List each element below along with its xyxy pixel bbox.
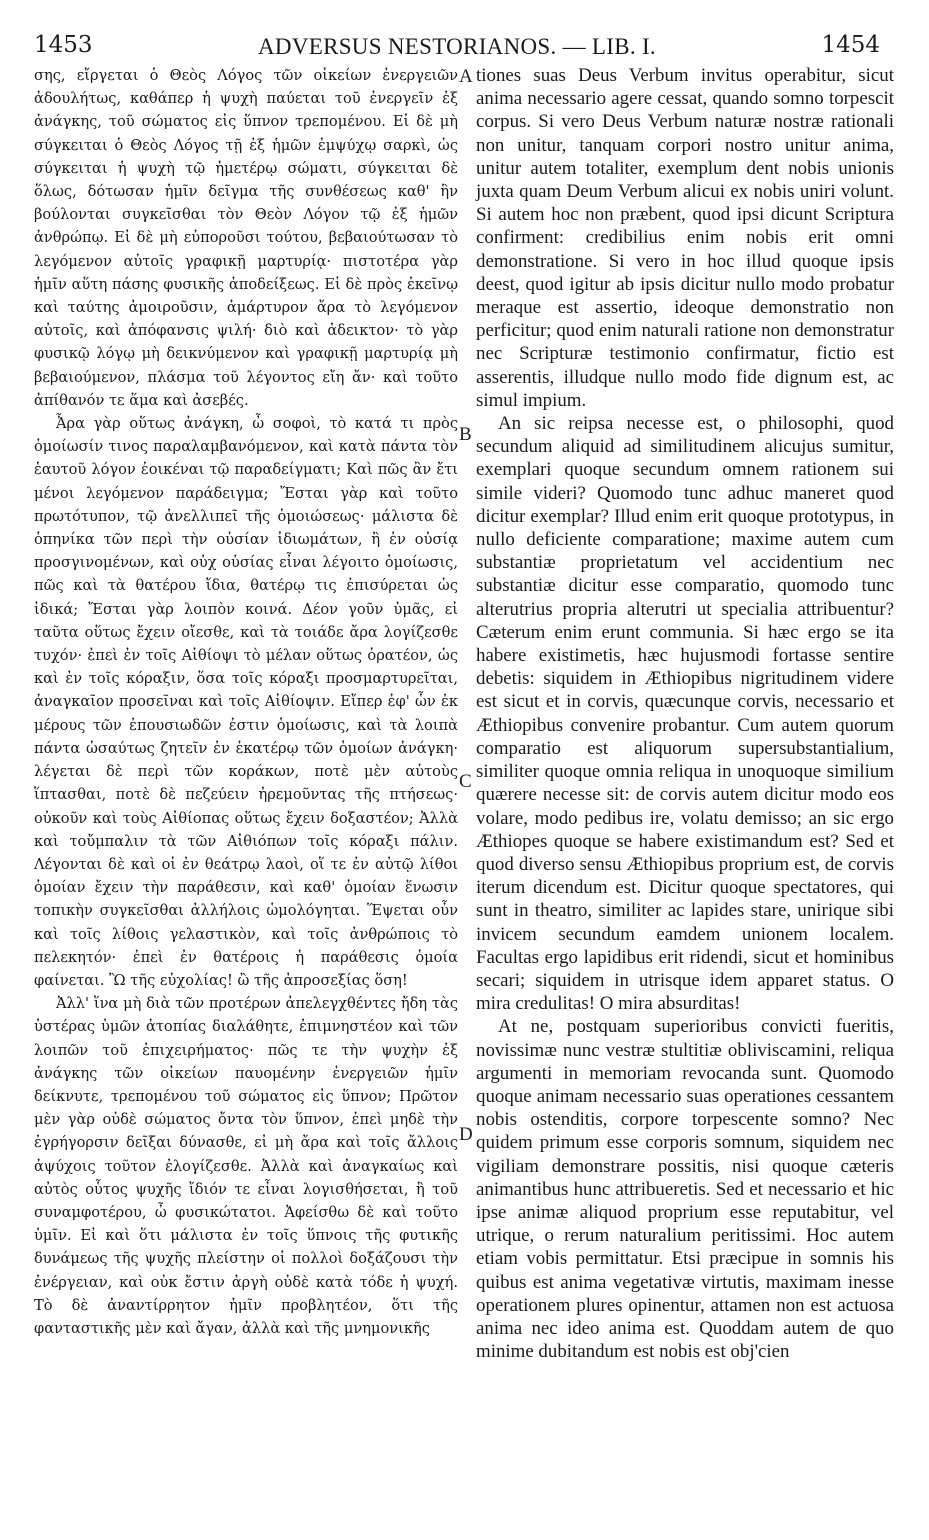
greek-column (34, 64, 458, 1340)
margin-mark-b: B (459, 424, 472, 445)
latin-paragraph: tiones suas Deus Verbum invitus operabitur, sicut anima necessario agere cessat, quando somno torpescit corpus. Si vero Deus Verbum naturæ nostræ rationali non unitur, tanquam corpori nostro unitur anima, unitur autem totaliter, exemplum dent nobis unionis juxta quam Deum Verbum alicui ex nobis uniri volunt. Si autem hoc non præbent, quod ipsi dicunt Scriptura confirment: credibilius enim nobis erit omni demonstratione. Si vero in hoc illud quoque ipsis deest, quod igitur ab ipsis dicitur nullo modo probatur meraque est assertio, ideoque demonstratio non perficitur; quod enim naturali ratione non demonstratur nec Scripturæ testimonio confirmatur, fictio est asserentis, illudque nullo modo fide dignum est, ac simul impium. (476, 65, 894, 411)
margin-mark-a: A (459, 66, 473, 87)
latin-paragraph: At ne, postquam superioribus convicti fueritis, novissimæ nunc vestræ stultitiæ obliviscamini, reliqua argumenti in memoriam revocanda sunt. Quomodo quoque animam necessario suas operationes cessantem nobis ostenditis, corpore torpescente somno? Nec quidem primum esse corporis somnum, siquidem nec vigiliam demonstrare possitis, nisi quoque cæteris animantibus hunc attribueretis. Sed et necessario et hic ipse animæ aliquod proprium esse reputabitur, vel utrique, o rerum naturalium peritissimi. Hoc autem etiam vobis permittatur. Etsi præcipue in somnis his quibus est anima vegetativæ virtutis, maximam inesse operationem plures opinentur, attamen non est actuosa anima nec ideo anima est. Quoddam autem de quo minime dubitandum est nobis est obj'cien (476, 1016, 894, 1363)
greek-paragraph: Ἀλλ' ἵνα μὴ διὰ τῶν προτέρων ἀπελεγχθέντες ἤδη τὰς ὑστέρας ὑμῶν ἀτοπίας διαλάθητε, ἐπιμνηστέον καὶ τῶν λοιπῶν τοῦ ἐπιχειρήματος· πῶς τε τὴν ψυχὴν ἐξ ἀνάγκης τῶν οἰκείων παυομένην ἐνεργειῶν ἡμῖν δείκνυτε, τρεπομένου τοῦ σώματος εἰς ὕπνον; Πρῶτον μὲν γὰρ οὐδὲ σώματος ὄντα τὸν ὕπνον, ἐπεὶ μηδὲ τὴν ἐγρήγορσιν δεῖξαι δύνασθε, εἰ μὴ ἄρα καὶ τοῖς ἄλλοις ἀψύχοις τοῦτον ἐλογίζεσθε. Ἀλλὰ καὶ ἀναγκαίως καὶ αὐτὸς οὗτος ψυχῆς ἴδιόν τε εἶναι λογισθήσεται, ἢ τοῦ συναμφοτέρου, ὦ φυσικώτατοι. Ἀφείσθω δὲ καὶ τοῦτο ὑμῖν. Εἰ καὶ ὅτι μάλιστα ἐν τοῖς ὕπνοις τῆς φυτικῆς δυνάμεως τῆς ψυχῆς πλείστην οἱ πολλοὶ δοξάζουσι τὴν ἐνέργειαν, καὶ οὐκ ἔστιν ἀργὴ οὐδὲ κατὰ τόδε ἡ ψυχή. Τὸ δὲ ἀναντίρρητον ἡμῖν προβλητέον, ὅτι τῆς φανταστικῆς μὲν καὶ ἄγαν, ἀλλὰ καὶ τῆς μνημονικῆς (34, 995, 458, 1337)
greek-paragraph: σης, εἴργεται ὁ Θεὸς Λόγος τῶν οἰκείων ἐνεργειῶν ἀδουλήτως, καθάπερ ἡ ψυχὴ παύεται τοῦ ἐνεργεῖν ἐξ ἀνάγκης, τοῦ σώματος εἰς ὕπνον τρεπομένου. Εἰ δὲ μὴ σύγκειται ὁ Θεὸς Λόγος τῇ ἐξ ἡμῶν ἐμψύχῳ σαρκὶ, ὡς σύγκειται ἡ ψυχὴ τῷ ἡμετέρῳ σώματι, σύγκειται δὲ ὅλως, δότωσαν ἡμῖν δεῖγμα τῆς συνθέσεως καθ' ἣν βούλονται συγκεῖσθαι τὸν Θεὸν Λόγον τῷ ἐξ ἡμῶν ἀνθρώπῳ. Εἰ δὲ μὴ εὐποροῦσι τούτου, βεβαιούτωσαν τὸ λεγόμενον αὐτοῖς γραφικῇ μαρτυρίᾳ· πιστοτέρα γὰρ ἡμῖν αὕτη πάσης φυσικῆς ἀποδείξεως. Εἰ δὲ πρὸς ἐκεῖνῳ καὶ ταύτης ἀμοιροῦσιν, ἀμάρτυρον ἄρα τὸ λεγόμενον αὐτοῖς, καὶ ἀπόφανσις ψιλή· διὸ καὶ ἀδεικτον· τὸ γὰρ φυσικῷ λόγῳ μὴ δεικνύμενον καὶ γραφικῇ μαρτυρίᾳ μὴ βεβαιούμενον, πλάσμα τοῦ λέγοντος εἴη ἄν· καὶ τοῦτο ἀπίθανόν τε ἅμα καὶ ἀσεβές. (34, 67, 458, 409)
latin-paragraph: An sic reipsa necesse est, o philosophi, quod secundum aliquid ad similitudinem alicujus sumitur, exemplari quoque secundum omnem rationem sui simile videri? Quomodo tunc adhuc maneret quod dicitur exemplar? Illud enim erit quoque prototypus, in nullo deficiente comparatione; maxime autem cum substantiæ proprietatum vel accidentium nec substantiæ dicitur esse comparatio, quomodo tunc alterutrius propria alterutri ut specialia attribuentur? Cæterum enim erunt communia. Si hæc ergo se ita habere existimetis, hæc hujusmodi fortasse sentire debetis: siquidem in Æthiopibus nigritudinem videre est sicut et in corvis, quæcunque corvis, necessario et Æthiopibus convenire probantur. Cum autem quorum comparatio est aliquorum supersubstantialium, similiter quoque omnia reliqua in unoquoque similium quærere necesse sit: de corvis autem dicitur modo eos volare, modo pedibus ire, volatu demisso; an sic ergo Æthiopes quoque se habere existimandum est? Sed et quod diverso sensu Æthiopibus proprium est, de corvis iterum dicendum est. Dicitur quoque spectatores, qui sunt in theatro, similiter ac lapides stare, unirique sibi invicem secundum eamdem unionem localem. Facultas ergo lapidibus erit ridendi, sicut et hominibus secari; siquidem in utrisque idem apparet status. O mira credulitas! O mira absurditas! (476, 413, 894, 1015)
margin-mark-c: C (459, 771, 472, 792)
latin-column (476, 64, 894, 1363)
running-header (34, 32, 880, 62)
greek-paragraph: Ἆρα γὰρ οὕτως ἀνάγκη, ὦ σοφοὶ, τὸ κατά τι πρὸς ὁμοίωσίν τινος παραλαμβανόμενον, καὶ κατὰ πάντα τὸν ἑαυτοῦ λόγον ἐοικέναι τῷ παραδείγματι; Καὶ πῶς ἂν ἔτι μένοι λεγόμενον παράδειγμα; Ἔσται γὰρ καὶ τοῦτο πρωτότυπον, τῷ ἀνελλιπεῖ τῆς ὁμοιώσεως· μάλιστα δὲ ὁπηνίκα τῶν περὶ τὴν οὐσίαν ἰδιωμάτων, ἢ ἐν οὐσίᾳ προσγινομένων, καὶ οὐχ οὐσίας εἶναι λέγοιτο ὁμοίωσις, πῶς καὶ τὰ θατέρου ἴδια, θατέρῳ τις ἐπισύρεται ὡς ἰδικά; Ἔσται γὰρ λοιπὸν κοινά. Δέον γοῦν ὑμᾶς, εἰ ταῦτα οὕτως ἔχειν οἴεσθε, καὶ τὰ τοιάδε ἄρα λογίζεσθε τυχόν· ἐπεὶ ἐν τοῖς Αἰθίοψι τὸ μέλαν οὕτως ὁρατέον, ὡς καὶ ἐν τοῖς κόραξιν, ὅσα τοῖς κόραξι προσμαρτυρεῖται, ἀναγκαῖον προσεῖναι καὶ τοῖς Αἰθίοψιν. Εἴπερ ἐφ' ὧν ἐκ μέρους τῶν ἐπουσιωδῶν ἐστιν ὁμοίωσις, καὶ τὰ λοιπὰ πάντα ὡσαύτως ζητεῖν ἐν ἑκατέρῳ τῶν ὁμοίων ἀνάγκη· λέγεται δὲ περὶ τῶν κοράκων, ποτὲ μὲν αὐτοὺς ἵπτασθαι, ποτὲ δὲ πεζεύειν ἠρεμοῦντας τῆς πτήσεως· οὐκοῦν καὶ τοὺς Αἰθίοπας οὕτως ἔχειν δοξαστέον; Ἀλλὰ καὶ τοὔμπαλιν τὰ τῶν Αἰθιόπων τοῖς κόραξι πάλιν. Λέγονται δὲ καὶ οἱ ἐν θεάτρῳ λαοὶ, οἵ τε ἐν αὐτῷ λίθοι ὁμοίαν ἔχειν τὴν παράθεσιν, καὶ καθ' ὁμοίαν ἕνωσιν τοπικὴν συγκεῖσθαι ἀλλήλοις ὡμολόγηται. Ἕψεται οὖν καὶ τοῖς λίθοις γελαστικὸν, καὶ τοῖς ἀνθρώποις τὸ πελεκητόν· ἐπεὶ ἐν θατέροις ἡ παράθεσις ὁμοία φαίνεται. Ὢ τῆς εὐχολίας! ὢ τῆς ἀπροσεξίας ὅση! (34, 415, 458, 989)
margin-mark-d: D (459, 1124, 473, 1145)
page-number-right: 1454 (821, 32, 880, 58)
page-number-left: 1453 (34, 32, 93, 58)
running-title: ADVERSUS NESTORIANOS. — LIB. I. (258, 34, 656, 59)
